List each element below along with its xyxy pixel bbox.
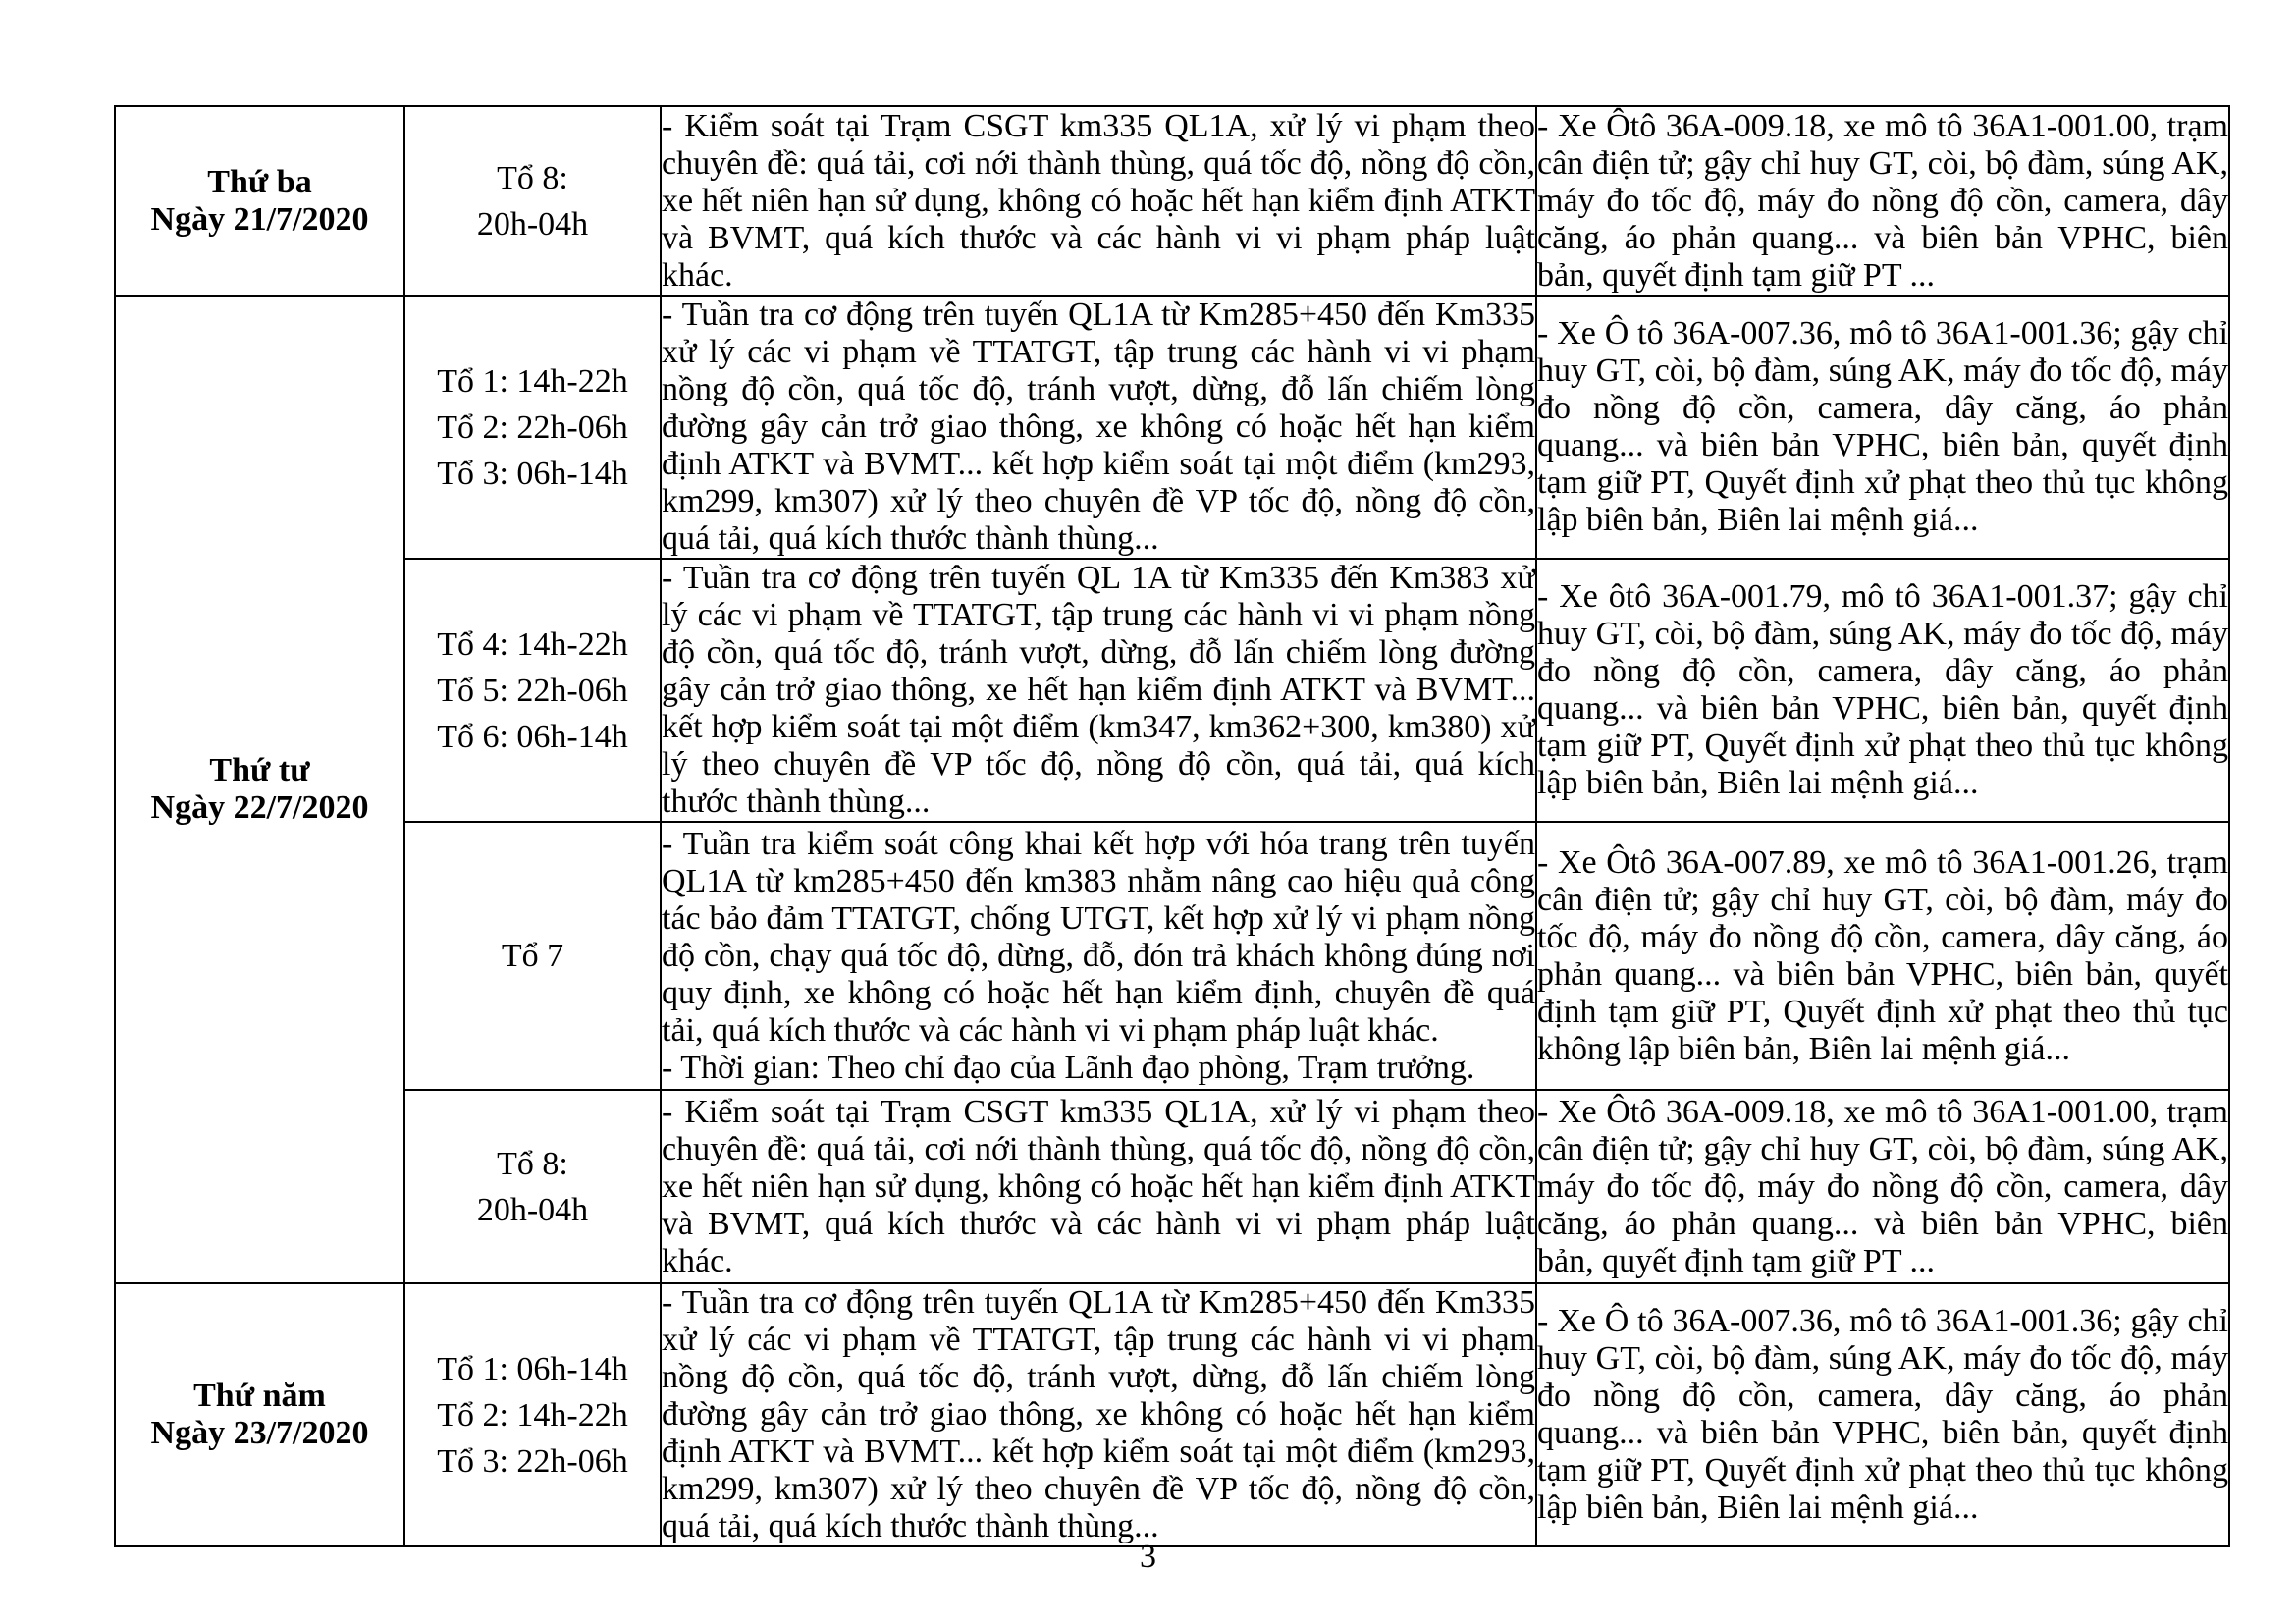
task-cell bbox=[661, 822, 1536, 1090]
team-cell bbox=[404, 1090, 661, 1283]
team-line: 20h-04h bbox=[476, 205, 589, 243]
day-date: Ngày 21/7/2020 bbox=[150, 200, 369, 238]
task-text: - Tuần tra cơ động trên tuyến QL1A từ Km285+450 đến Km335 xử lý các vi phạm về TTATGT, tập trung các hành vi vi phạm nồng độ cồn, quá tốc độ, tránh vượt, dừng, đỗ lấn chiếm lòng đường gây cản trở giao thông, xe không có hoặc hết hạn kiểm định ATKT và BVMT... kết hợp kiểm soát tại một điểm (km293, km299, km307) xử lý theo chuyên đề VP tốc độ, nồng độ cồn, quá tải, quá kích thước thành thùng... bbox=[662, 297, 1535, 557]
team-cell bbox=[404, 296, 661, 559]
team-line: Tổ 3: 06h-14h bbox=[437, 455, 628, 492]
team-line: Tổ 4: 14h-22h bbox=[437, 625, 628, 663]
team-line: Tổ 2: 14h-22h bbox=[437, 1396, 628, 1434]
day-cell bbox=[115, 1283, 404, 1546]
day-name: Thứ tư bbox=[209, 752, 310, 788]
team-cell bbox=[404, 1283, 661, 1546]
table-row bbox=[115, 106, 2229, 296]
schedule-table bbox=[114, 105, 2230, 1547]
task-cell bbox=[661, 1090, 1536, 1283]
equipment-text: - Xe ôtô 36A-001.79, mô tô 36A1-001.37; gậy chỉ huy GT, còi, bộ đàm, súng AK, máy đo tốc độ, máy đo nồng độ cồn, camera, dây căng, áo phản quang... và biên bản VPHC, biên bản, quyết định tạm giữ PT, Quyết định xử phạt theo thủ tục không lập biên bản, Biên lai mệnh giá... bbox=[1537, 578, 2228, 801]
day-date: Ngày 22/7/2020 bbox=[150, 789, 369, 826]
day-date: Ngày 23/7/2020 bbox=[150, 1415, 369, 1451]
task-text: - Tuần tra cơ động trên tuyến QL 1A từ Km335 đến Km383 xử lý các vi phạm về TTATGT, tập trung các hành vi vi phạm nồng độ cồn, quá tốc độ, tránh vượt, dừng, đỗ lấn chiếm lòng đường gây cản trở giao thông, xe hết hạn kiểm định ATKT và BVMT... kết hợp kiểm soát tại một điểm (km347, km362+300, km380) xử lý theo chuyên đề VP tốc độ, nồng độ cồn, quá tải, quá kích thước thành thùng... bbox=[662, 560, 1535, 820]
team-line: Tổ 5: 22h-06h bbox=[437, 672, 628, 709]
team-line: Tổ 3: 22h-06h bbox=[437, 1442, 628, 1480]
task-cell bbox=[661, 1283, 1536, 1546]
team-line: Tổ 2: 22h-06h bbox=[437, 408, 628, 446]
table-row bbox=[115, 296, 2229, 559]
team-cell bbox=[404, 559, 661, 822]
table-row bbox=[115, 822, 2229, 1090]
day-cell bbox=[115, 106, 404, 296]
task-cell bbox=[661, 559, 1536, 822]
task-text: - Kiểm soát tại Trạm CSGT km335 QL1A, xử lý vi phạm theo chuyên đề: quá tải, cơi nới thành thùng, quá tốc độ, nồng độ cồn, xe hết niên hạn sử dụng, không có hoặc hết hạn kiểm định ATKT và BVMT, quá kích thước và các hành vi vi phạm pháp luật khác. bbox=[662, 107, 1535, 294]
task-cell bbox=[661, 106, 1536, 296]
page-number: 3 bbox=[1140, 1539, 1156, 1575]
equipment-cell bbox=[1536, 106, 2229, 296]
day-name: Thứ ba bbox=[207, 163, 312, 200]
team-line: Tổ 8: bbox=[497, 1145, 568, 1182]
equipment-text: - Xe Ôtô 36A-009.18, xe mô tô 36A1-001.00, trạm cân điện tử; gậy chỉ huy GT, còi, bộ đàm, súng AK, máy đo tốc độ, máy đo nồng độ cồn, camera, dây căng, áo phản quang... và biên bản VPHC, biên bản, quyết định tạm giữ PT ... bbox=[1537, 107, 2228, 294]
team-line: 20h-04h bbox=[476, 1191, 589, 1228]
task-time-note: - Thời gian: Theo chỉ đạo của Lãnh đạo phòng, Trạm trưởng. bbox=[662, 1049, 1475, 1086]
team-cell bbox=[404, 106, 661, 296]
day-name: Thứ năm bbox=[193, 1378, 326, 1414]
equipment-text: - Xe Ôtô 36A-009.18, xe mô tô 36A1-001.00, trạm cân điện tử; gậy chỉ huy GT, còi, bộ đàm, súng AK, máy đo tốc độ, máy đo nồng độ cồn, camera, dây căng, áo phản quang... và biên bản VPHC, biên bản, quyết định tạm giữ PT ... bbox=[1537, 1093, 2228, 1279]
equipment-text: - Xe Ôtô 36A-007.89, xe mô tô 36A1-001.26, trạm cân điện tử; gậy chỉ huy GT, còi, bộ đàm, máy đo tốc độ, máy đo nồng độ cồn, camera, dây căng, áo phản quang... và biên bản VPHC, biên bản, quyết định tạm giữ PT, Quyết định xử phạt theo thủ tục không lập biên bản, Biên lai mệnh giá... bbox=[1537, 843, 2228, 1067]
task-text: - Tuần tra kiểm soát công khai kết hợp với hóa trang trên tuyến QL1A từ km285+450 đến km383 nhằm nâng cao hiệu quả công tác bảo đảm TTATGT, chống UTGT, kết hợp xử lý vi phạm nồng độ cồn, chạy quá tốc độ, dừng, đỗ, đón trả khách không đúng nơi quy định, xe không có hoặc hết hạn kiểm định, chuyên đề quá tải, quá kích thước và các hành vi vi phạm pháp luật khác. bbox=[662, 825, 1535, 1049]
team-line: Tổ 1: 06h-14h bbox=[437, 1350, 628, 1387]
equipment-cell bbox=[1536, 559, 2229, 822]
team-line: Tổ 1: 14h-22h bbox=[437, 362, 628, 400]
equipment-text: - Xe Ô tô 36A-007.36, mô tô 36A1-001.36; gậy chỉ huy GT, còi, bộ đàm, súng AK, máy đo tốc độ, máy đo nồng độ cồn, camera, dây căng, áo phản quang... và biên bản VPHC, biên bản, quyết định tạm giữ PT, Quyết định xử phạt theo thủ tục không lập biên bản, Biên lai mệnh giá... bbox=[1537, 315, 2228, 538]
table-row bbox=[115, 1090, 2229, 1283]
team-line: Tổ 8: bbox=[497, 159, 568, 196]
equipment-text: - Xe Ô tô 36A-007.36, mô tô 36A1-001.36; gậy chỉ huy GT, còi, bộ đàm, súng AK, máy đo tốc độ, máy đo nồng độ cồn, camera, dây căng, áo phản quang... và biên bản VPHC, biên bản, quyết định tạm giữ PT, Quyết định xử phạt theo thủ tục không lập biên bản, Biên lai mệnh giá... bbox=[1537, 1303, 2228, 1526]
task-text: - Kiểm soát tại Trạm CSGT km335 QL1A, xử lý vi phạm theo chuyên đề: quá tải, cơi nới thành thùng, quá tốc độ, nồng độ cồn, xe hết niên hạn sử dụng, không có hoặc hết hạn kiểm định ATKT và BVMT, quá kích thước và các hành vi vi phạm pháp luật khác. bbox=[662, 1093, 1535, 1279]
equipment-cell bbox=[1536, 822, 2229, 1090]
table-row bbox=[115, 1283, 2229, 1546]
table-row bbox=[115, 559, 2229, 822]
task-cell bbox=[661, 296, 1536, 559]
team-line: Tổ 6: 06h-14h bbox=[437, 718, 628, 755]
day-cell bbox=[115, 296, 404, 1283]
equipment-cell bbox=[1536, 296, 2229, 559]
team-cell bbox=[404, 822, 661, 1090]
task-text: - Tuần tra cơ động trên tuyến QL1A từ Km285+450 đến Km335 xử lý các vi phạm về TTATGT, tập trung các hành vi vi phạm nồng độ cồn, quá tốc độ, tránh vượt, dừng, đỗ lấn chiếm lòng đường gây cản trở giao thông, xe không có hoặc hết hạn kiểm định ATKT và BVMT... kết hợp kiểm soát tại một điểm (km293, km299, km307) xử lý theo chuyên đề VP tốc độ, nồng độ cồn, quá tải, quá kích thước thành thùng... bbox=[662, 1284, 1535, 1544]
equipment-cell bbox=[1536, 1283, 2229, 1546]
equipment-cell bbox=[1536, 1090, 2229, 1283]
team-line: Tổ 7 bbox=[501, 938, 564, 974]
